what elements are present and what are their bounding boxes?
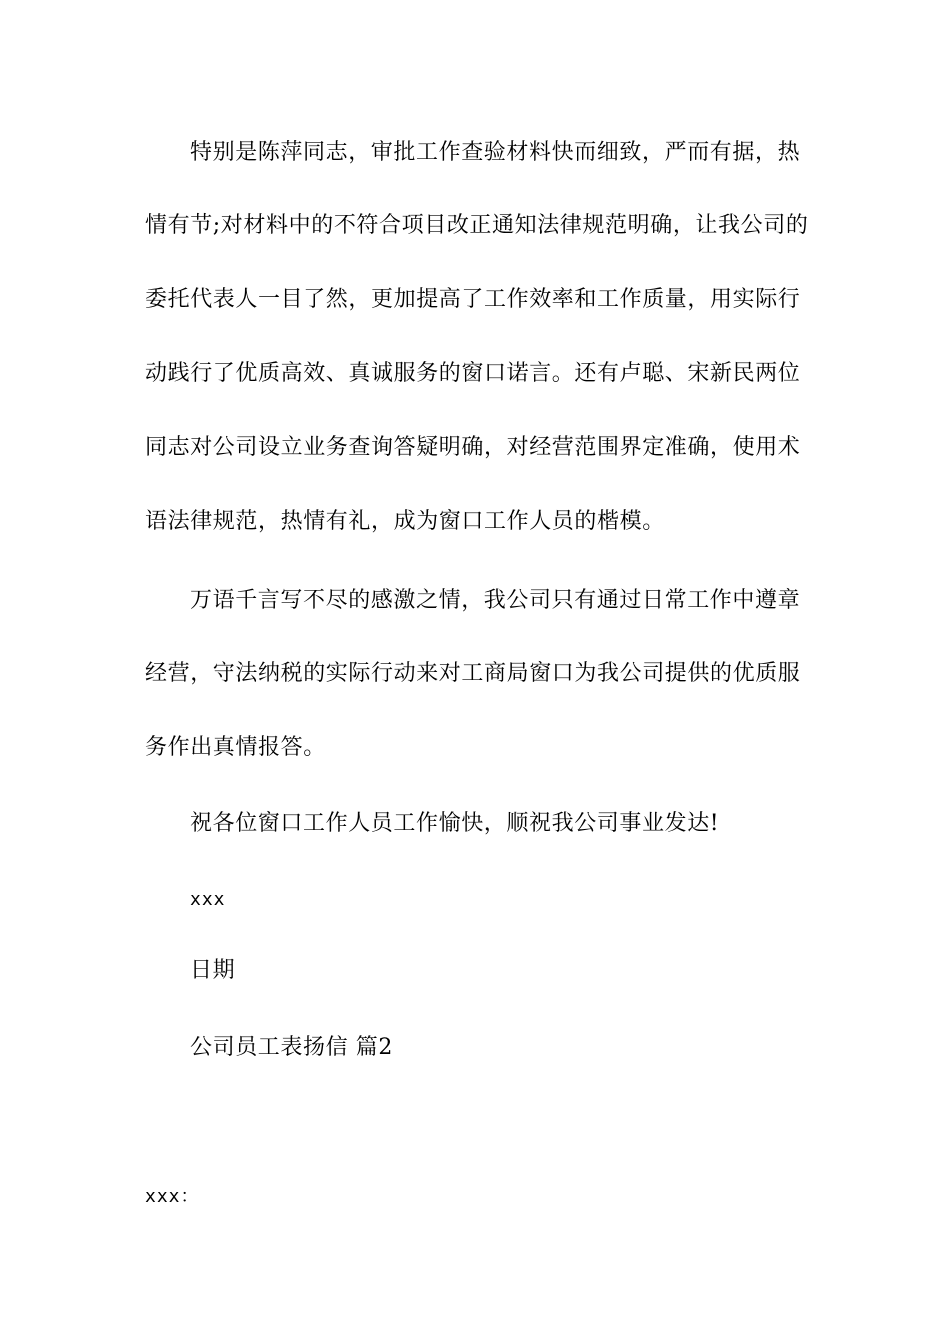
salutation: xxx： bbox=[145, 1186, 200, 1207]
paragraph-line: 动践行了优质高效、真诚服务的窗口诺言。还有卢聪、宋新民两位 bbox=[145, 361, 801, 386]
paragraph-line: 同志对公司设立业务查询答疑明确，对经营范围界定准确，使用术 bbox=[145, 435, 801, 460]
paragraph-line: 经营，守法纳税的实际行动来对工商局窗口为我公司提供的优质服 bbox=[145, 661, 801, 686]
date-label: 日期 bbox=[190, 958, 236, 983]
closing-wishes: 祝各位窗口工作人员工作愉快，顺祝我公司事业发达! bbox=[190, 811, 720, 836]
paragraph-line: 语法律规范，热情有礼，成为窗口工作人员的楷模。 bbox=[145, 509, 665, 534]
paragraph-line: 委托代表人一目了然，更加提高了工作效率和工作质量，用实际行 bbox=[145, 287, 801, 312]
section-title: 公司员工表扬信 篇2 bbox=[190, 1035, 393, 1060]
paragraph-line: 万语千言写不尽的感激之情，我公司只有通过日常工作中遵章 bbox=[190, 588, 801, 613]
paragraph-line: 特别是陈萍同志，审批工作查验材料快而细致，严而有据，热 bbox=[190, 140, 801, 165]
paragraph-line: 务作出真情报答。 bbox=[145, 735, 326, 760]
signature: xxx bbox=[190, 889, 226, 910]
paragraph-line: 情有节;对材料中的不符合项目改正通知法律规范明确，让我公司的 bbox=[145, 213, 809, 238]
